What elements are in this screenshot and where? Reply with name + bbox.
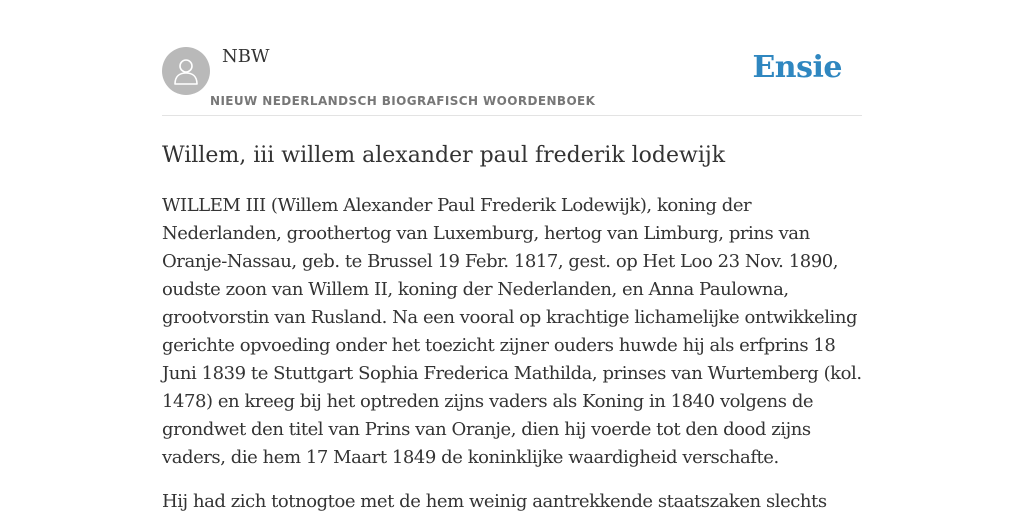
- article-title: Willem, iii willem alexander paul frederik lodewijk: [162, 143, 726, 168]
- ensie-logo-link[interactable]: Ensie: [752, 50, 842, 85]
- article-paragraph: Hij had zich totnogtoe met de hem weinig aantrekkende staatszaken slechts: [162, 491, 827, 512]
- source-subtitle: NIEUW NEDERLANDSCH BIOGRAFISCH WOORDENBOEK: [210, 94, 596, 108]
- article-paragraph: WILLEM III (Willem Alexander Paul Frederik Lodewijk), koning der Nederlanden, groothertog van Luxemburg, hertog van Limburg, prins van Oranje-Nassau, geb. te Brussel 19 Febr. 1817, gest. op Het Loo 23 Nov. 1890, oudste zoon van Willem II, koning der Nederlanden, en Anna Paulowna, grootvorstin van Rusland. Na een vooral op krachtige lichamelijke ontwikkeling gerichte opvoeding onder het toezicht zijner ouders huwde hij als erfprins 18 Juni 1839 te Stuttgart Sophia Frederica Mathilda, prinses van Wurtemberg (kol. 1478) en kreeg bij het optreden zijns vaders als Koning in 1840 volgens de grondwet den titel van Prins van Oranje, dien hij voerde tot den dood zijns vaders, die hem 17 Maart 1849 de koninklijke waardigheid verschafte.: [162, 195, 862, 468]
- person-icon: [173, 57, 199, 85]
- source-name[interactable]: NBW: [222, 46, 270, 67]
- source-avatar[interactable]: [162, 47, 210, 95]
- content-container: [162, 0, 862, 512]
- source-header: [162, 0, 862, 116]
